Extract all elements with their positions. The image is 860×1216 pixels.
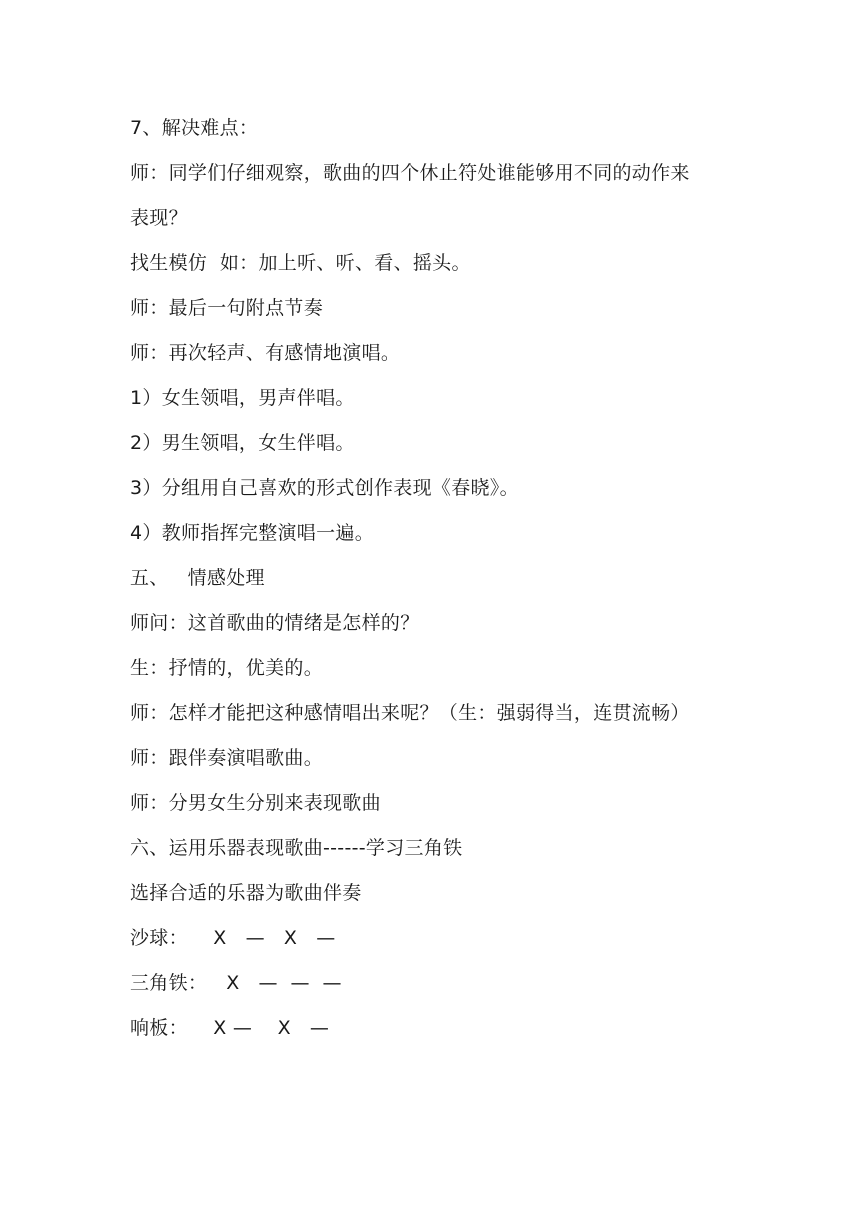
paragraph-line: 师：跟伴奏演唱歌曲。 [130,747,324,769]
paragraph-line: 师：最后一句附点节奏 [130,297,324,319]
rhythm-line-maracas: 沙球： X — X — [130,927,336,949]
paragraph-line: 表现？ [130,207,188,229]
paragraph-line: 师：怎样才能把这种感情唱出来呢？（生：强弱得当，连贯流畅） [130,702,690,724]
paragraph-line: 师：再次轻声、有感情地演唱。 [130,342,401,364]
list-item: 4）教师指挥完整演唱一遍。 [130,522,374,544]
section-heading-difficulty: 7、解决难点： [130,117,259,139]
paragraph-line: 师：同学们仔细观察，歌曲的四个休止符处谁能够用不同的动作来 [130,162,690,184]
paragraph-line: 生：抒情的，优美的。 [130,657,324,679]
list-item: 1）女生领唱，男声伴唱。 [130,387,355,409]
paragraph-line: 找生模仿 如：加上听、听、看、摇头。 [130,252,471,274]
rhythm-line-triangle: 三角铁： X — — — [130,972,342,994]
rhythm-line-clapper: 响板： X — X — [130,1017,330,1039]
section-heading-instruments: 六、运用乐器表现歌曲------学习三角铁 [130,837,463,859]
list-item: 2）男生领唱，女生伴唱。 [130,432,355,454]
paragraph-line: 选择合适的乐器为歌曲伴奏 [130,882,362,904]
list-item: 3）分组用自己喜欢的形式创作表现《春晓》。 [130,477,519,499]
section-heading-emotion: 五、 情感处理 [130,567,265,589]
paragraph-line: 师问：这首歌曲的情绪是怎样的？ [130,612,420,634]
paragraph-line: 师：分男女生分别来表现歌曲 [130,792,381,814]
